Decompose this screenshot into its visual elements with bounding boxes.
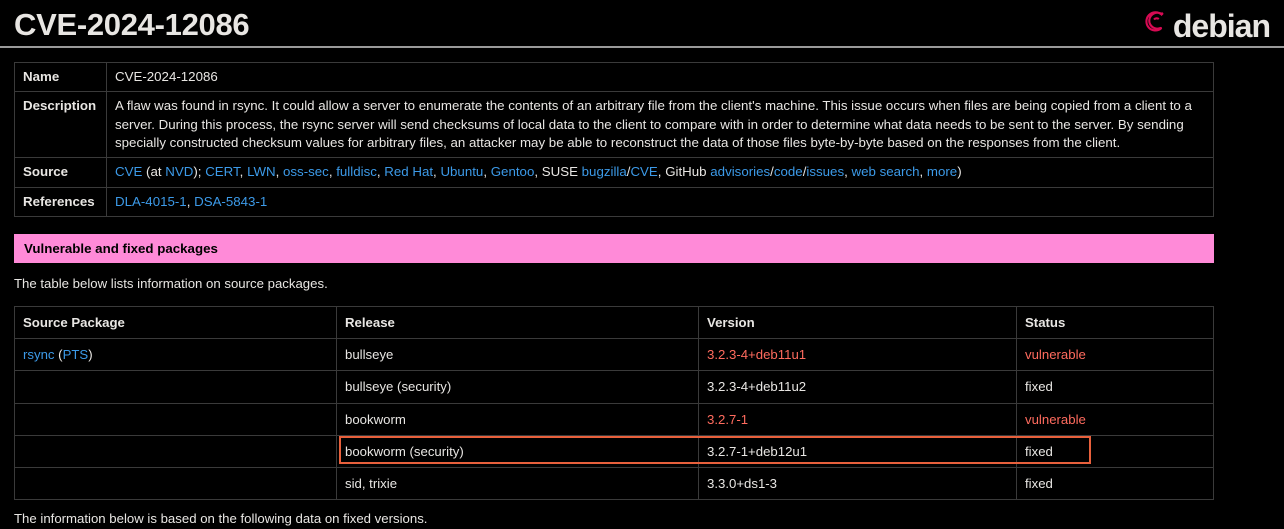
cell-version: 3.3.0+ds1-3 [699,467,1017,499]
cell-release: bullseye [337,339,699,371]
link-cve-mitre[interactable]: CVE [115,164,143,180]
table-row-highlighted [15,435,1214,467]
value-name: CVE-2024-12086 [107,63,1214,92]
cell-source-package: rsync (PTS) [15,339,337,371]
cell-status: fixed [1017,467,1214,499]
table-row [15,403,1214,435]
column-header-source-package: Source Package [15,307,337,339]
tail-note: The information below is based on the following data on fixed versions. [14,511,428,526]
link-web-search[interactable]: web search [851,164,920,180]
text-at: (at [146,164,162,180]
link-suse-bugzilla[interactable]: bugzilla [581,164,627,180]
link-dsa-5843-1[interactable]: DSA-5843-1 [194,193,268,209]
column-header-version: Version [699,307,1017,339]
cell-release: bookworm (security) [337,435,699,467]
column-header-release: Release [337,307,699,339]
label-references: References [15,187,107,216]
value-description: A flaw was found in rsync. It could allow a server to enumerate the contents of an arbitrary file from the client's machine. This issue occurs when files are being copied from a client to a server. During this process, the rsync server will send checksums of local data to the client to compare with in order to determine what data needs to be sent to the server. By sending specially constructed checksum values for arbitrary files, an attacker may be able to reconstruct the data of those files byte-by-byte based on the responses from the client. [107,92,1214,158]
column-header-status: Status [1017,307,1214,339]
link-more[interactable]: more [926,164,958,180]
debian-logo[interactable] [1141,7,1270,46]
link-ubuntu[interactable]: Ubuntu [440,164,484,180]
link-github-advisories[interactable]: advisories [710,164,771,180]
cell-release: sid, trixie [337,467,699,499]
link-lwn[interactable]: LWN [247,164,276,180]
table-row [15,467,1214,499]
label-source: Source [15,158,107,187]
table-row [15,371,1214,403]
link-cert[interactable]: CERT [205,164,240,180]
cell-version: 3.2.3-4+deb11u2 [699,371,1017,403]
link-oss-sec[interactable]: oss-sec [283,164,329,180]
section-note: The table below lists information on source packages. [14,276,328,292]
cell-source-package [15,467,337,499]
cell-status: vulnerable [1017,403,1214,435]
value-references: DLA-4015-1, DSA-5843-1 [107,187,1214,216]
text-semicolon: ); [193,164,202,180]
table-row [15,339,1214,371]
cell-status: vulnerable [1017,339,1214,371]
cell-release: bookworm [337,403,699,435]
text-github: GitHub [665,164,707,180]
cell-source-package [15,371,337,403]
cell-status: fixed [1017,371,1214,403]
table-header-row [15,307,1214,339]
debian-swirl-icon [1141,7,1171,44]
table-row-description [15,92,1214,158]
cell-source-package [15,435,337,467]
link-fulldisc[interactable]: fulldisc [336,164,377,180]
text-suse: SUSE [541,164,578,180]
label-name: Name [15,63,107,92]
link-suse-cve[interactable]: CVE [630,164,658,180]
link-github-code[interactable]: code [773,164,803,180]
cell-version: 3.2.7-1 [699,403,1017,435]
cell-version: 3.2.3-4+deb11u1 [699,339,1017,371]
page-title: CVE-2024-12086 [14,7,250,43]
cell-version: 3.2.7-1+deb12u1 [699,435,1017,467]
link-gentoo[interactable]: Gentoo [490,164,535,180]
table-row-source [15,158,1214,187]
section-banner-vulnerable-and-fixed-packages: Vulnerable and fixed packages [14,234,1214,263]
page-header [0,0,1284,48]
cell-status: fixed [1017,435,1214,467]
packages-table [14,306,1214,500]
link-redhat[interactable]: Red Hat [384,164,434,180]
cell-source-package [15,403,337,435]
label-description: Description [15,92,107,158]
table-row-references [15,187,1214,216]
cell-release: bullseye (security) [337,371,699,403]
value-source: CVE (at NVD); CERT, LWN, oss-sec, fulldisc, Red Hat, Ubuntu, Gentoo, SUSE bugzilla/CVE, GitHub advisories/code/issues, web search, more) [107,158,1214,187]
link-pts[interactable]: PTS [62,347,89,363]
link-nvd[interactable]: NVD [165,164,194,180]
link-github-issues[interactable]: issues [806,164,845,180]
link-dla-4015-1[interactable]: DLA-4015-1 [115,193,187,209]
link-source-package-rsync[interactable]: rsync [23,347,55,363]
table-row-name [15,63,1214,92]
cve-info-table [14,62,1214,217]
debian-wordmark: debian [1172,7,1270,44]
